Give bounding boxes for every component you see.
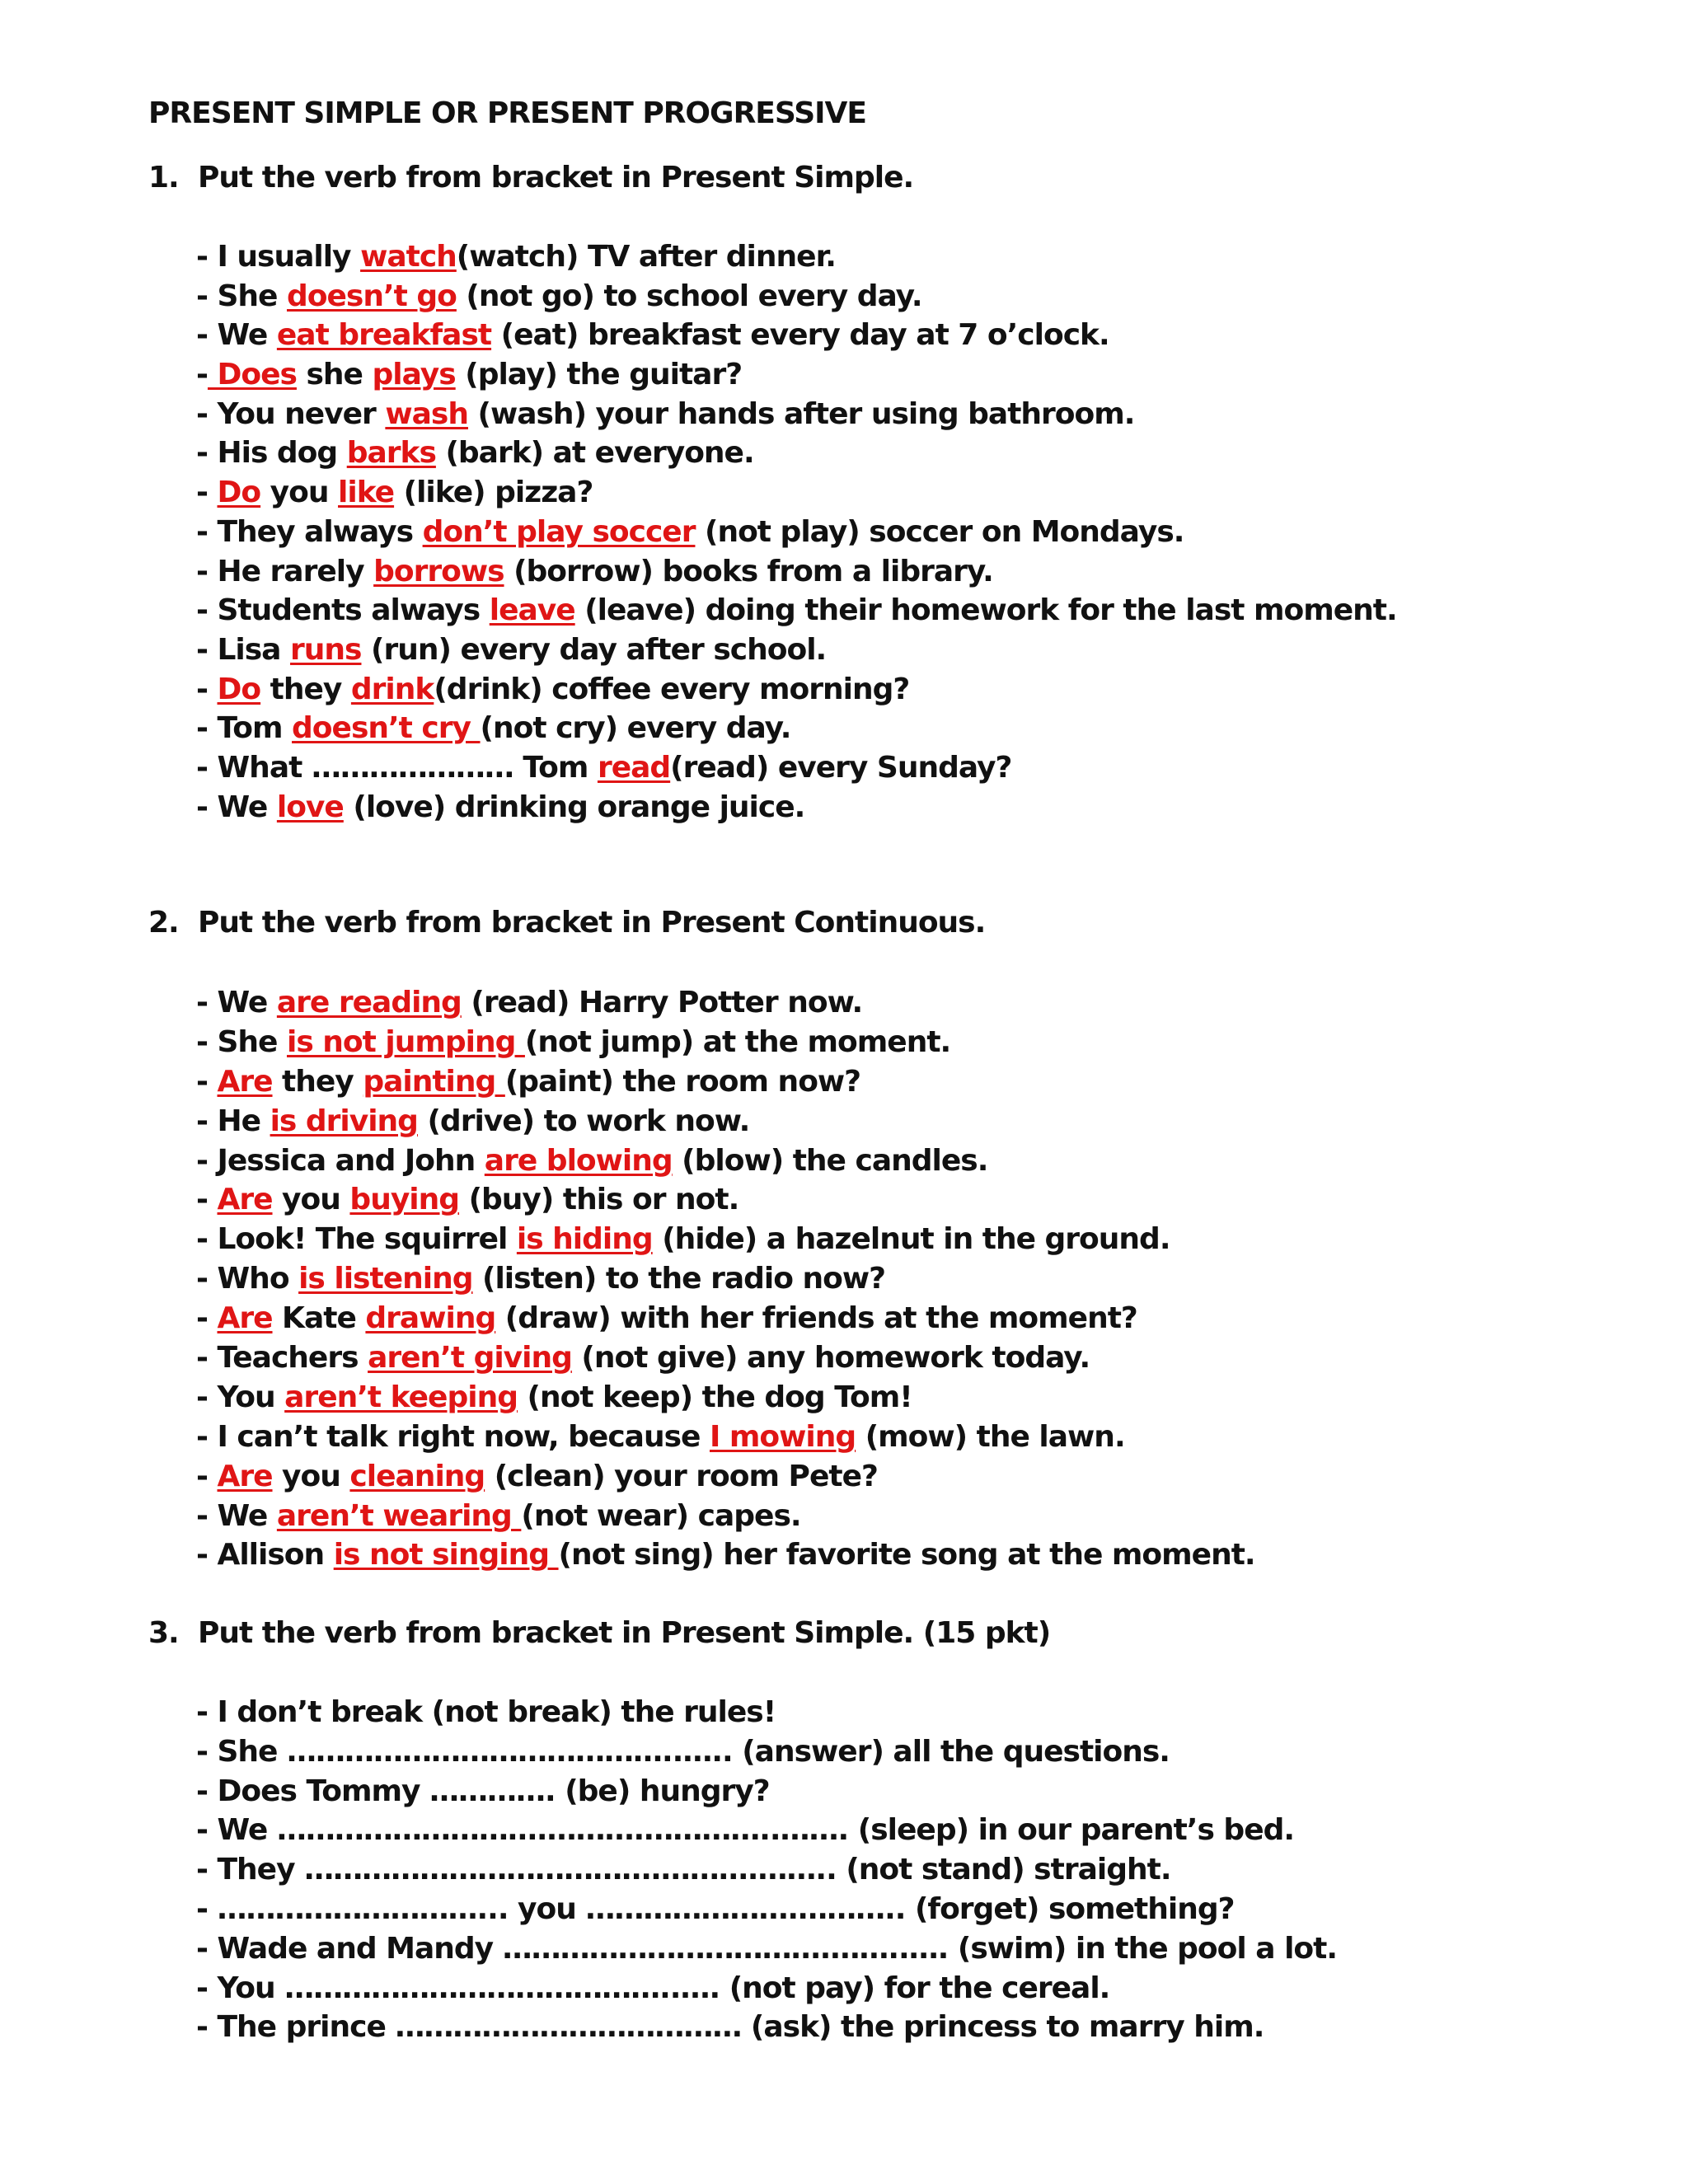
sentence-text: - She [196,279,287,313]
exercise-line [196,1180,1255,1220]
sentence-text: - Who [196,1262,299,1296]
answer-text: are blowing [484,1143,673,1178]
sentence-text: Kate [272,1301,366,1336]
sentence-text: - Tom [196,711,293,746]
exercise-line [196,395,1397,434]
sentence-text: - [196,1064,218,1099]
sentence-text: - [196,1183,218,1217]
sentence-text: - [196,1459,218,1493]
sentence-text: you [272,1183,350,1217]
sentence-text: - [196,672,218,706]
exercise-line [196,1141,1255,1181]
sentence-text: - Does Tommy …………. (be) hungry? [196,1774,770,1808]
exercise-line [196,1062,1255,1102]
exercise-line [196,434,1397,473]
section-number: 2. [148,906,179,940]
section-1-items [196,237,1397,827]
answer-text: Are [217,1301,273,1336]
answer-text: don’t play soccer [422,514,696,549]
sentence-text: (drive) to work now. [417,1104,750,1138]
exercise-line [196,1497,1255,1536]
answer-text: love [276,790,344,824]
sentence-text: (like) pizza? [394,476,593,510]
section-2-heading [148,906,985,940]
sentence-text: - I can’t talk right now, because [196,1419,710,1454]
sentence-text: - I don’t break (not break) the rules! [196,1695,776,1729]
sentence-text: (read) Harry Potter now. [461,986,863,1019]
exercise-line [196,1220,1255,1259]
answer-text: Are [217,1064,273,1099]
sentence-text: (not cry) every day. [480,711,791,746]
exercise-line [196,1969,1337,2008]
sentence-text: (not sing) her favorite song at the moment. [558,1538,1255,1572]
answer-text: is not singing [333,1538,559,1572]
section-3-items [196,1693,1337,2047]
sentence-text: (clean) your room Pete? [485,1459,878,1493]
exercise-line [196,237,1397,277]
sentence-text: (not jump) at the moment. [524,1024,951,1059]
exercise-line [196,748,1397,788]
sentence-text: they [272,1064,363,1099]
answer-text: painting [363,1064,505,1099]
sentence-text: (listen) to the radio now? [472,1262,886,1296]
sentence-text: - We ……………………….……….…………..……. (sleep) in our parent’s bed. [196,1813,1295,1848]
sentence-text: (not wear) capes. [521,1498,801,1533]
sentence-text: (not go) to school every day. [456,279,922,313]
exercise-line [196,1535,1255,1575]
exercise-line [196,1811,1337,1850]
document-title: PRESENT SIMPLE OR PRESENT PROGRESSIVE [148,96,866,130]
exercise-line [196,1023,1255,1062]
answer-text: aren’t giving [368,1341,572,1376]
answer-text: Do [217,476,261,510]
section-3-heading [148,1616,1050,1650]
sentence-text: - Wade and Mandy …………………………….……..…. (swim) in the pool a lot. [196,1931,1338,1966]
exercise-line [196,2008,1337,2047]
answer-text: borrows [373,554,504,588]
answer-text: doesn’t go [286,279,457,313]
sentence-text: (not play) soccer on Mondays. [695,514,1184,549]
sentence-text: (read) every Sunday? [670,750,1012,785]
exercise-line [196,1772,1337,1811]
sentence-text: (leave) doing their homework for the last moment. [574,593,1397,628]
sentence-text: (draw) with her friends at the moment? [495,1301,1137,1336]
exercise-line [196,1259,1255,1299]
sentence-text: - Students always [196,593,490,628]
sentence-text: - [196,358,208,392]
section-1-heading [148,161,913,194]
sentence-text: - He [196,1104,270,1138]
exercise-line [196,1102,1255,1141]
exercise-line [196,355,1397,395]
exercise-line [196,591,1397,630]
answer-text: is listening [298,1262,473,1296]
answer-text: read [597,750,671,785]
sentence-text: you [260,476,339,510]
exercise-line [196,1929,1337,1969]
answer-text: eat breakfast [276,318,492,353]
sentence-text: (borrow) books from a library. [504,554,993,588]
answer-text: like [338,476,395,510]
exercise-line [196,552,1397,592]
sentence-text: (play) the guitar? [455,358,743,392]
sentence-text: - She [196,1024,287,1059]
sentence-text: - The prince ……………………………… (ask) the princess to marry him. [196,2010,1264,2045]
section-number: 1. [148,161,179,194]
answer-text: is hiding [516,1222,653,1257]
exercise-line [196,983,1255,1023]
exercise-line [196,1457,1255,1497]
answer-text: I mowing [709,1419,856,1454]
sentence-text: (not give) any homework today. [571,1341,1090,1376]
sentence-text: - You never [196,396,386,431]
sentence-text: you [272,1459,350,1493]
exercise-line [196,1890,1337,1929]
sentence-text: - Look! The squirrel [196,1222,517,1257]
exercise-line [196,277,1397,316]
answer-text: drink [350,672,434,706]
section-2-items [196,983,1255,1575]
sentence-text: (drink) coffee every morning? [434,672,910,706]
sentence-text: (blow) the candles. [672,1143,988,1178]
sentence-text: - ………………………... you ………………….……….. (forget) something? [196,1891,1235,1926]
sentence-text: (hide) a hazelnut in the ground. [652,1222,1170,1257]
answer-text: buying [349,1183,460,1217]
sentence-text: - He rarely [196,554,374,588]
exercise-line [196,1378,1255,1418]
exercise-line [196,1299,1255,1338]
sentence-text: - What ………………… Tom [196,750,598,785]
sentence-text: - Teachers [196,1341,368,1376]
sentence-text: - We [196,790,277,824]
sentence-text: - Allison [196,1538,334,1572]
answer-text: plays [372,358,456,392]
answer-text: leave [489,593,575,628]
section-title: Put the verb from bracket in Present Continuous. [198,906,986,940]
answer-text: Do [217,672,261,706]
sentence-text: she [296,358,373,392]
sentence-text: - You [196,1380,285,1414]
exercise-line [196,1418,1255,1457]
sentence-text: (eat) breakfast every day at 7 o’clock. [491,318,1109,353]
sentence-text: (bark) at everyone. [435,436,754,471]
exercise-line [196,1732,1337,1772]
exercise-line [196,473,1397,513]
answer-text: watch [360,240,457,274]
answer-text: barks [346,436,436,471]
answer-text: aren’t wearing [276,1498,522,1533]
answer-text: cleaning [349,1459,485,1493]
answer-text: doesn’t cry [292,711,481,746]
sentence-text: - She …………………………………..….. (answer) all the questions. [196,1734,1170,1769]
exercise-line [196,709,1397,748]
answer-text: wash [385,396,468,431]
sentence-text: (mow) the lawn. [856,1419,1125,1454]
sentence-text: - [196,476,218,510]
section-number: 3. [148,1616,179,1650]
sentence-text: - You …………………………………..…. (not pay) for the cereal. [196,1971,1110,2005]
answer-text: is not jumping [286,1024,525,1059]
sentence-text: (not keep) the dog Tom! [517,1380,912,1414]
sentence-text: (wash) your hands after using bathroom. [467,396,1135,431]
exercise-line [196,670,1397,710]
section-title: Put the verb from bracket in Present Simple. (15 pkt) [198,1616,1051,1650]
exercise-line [196,513,1397,552]
sentence-text: - They always [196,514,423,549]
exercise-line [196,1338,1255,1378]
sentence-text: (watch) TV after dinner. [456,240,836,274]
exercise-line [196,316,1397,355]
sentence-text: - His dog [196,436,347,471]
exercise-line [196,630,1397,670]
answer-text: Are [217,1183,273,1217]
sentence-text: - Lisa [196,632,291,667]
sentence-text: - We [196,986,277,1019]
answer-text: drawing [365,1301,496,1336]
sentence-text: - We [196,318,277,353]
answer-text: are reading [276,986,462,1019]
sentence-text: (run) every day after school. [361,632,827,667]
sentence-text: - They ……………………………….……….…….. (not stand) straight. [196,1853,1171,1887]
answer-text: Are [217,1459,273,1493]
sentence-text: - We [196,1498,277,1533]
sentence-text: - I usually [196,240,361,274]
exercise-line [196,788,1397,827]
answer-text: runs [290,632,362,667]
answer-text: aren’t keeping [284,1380,518,1414]
sentence-text: (buy) this or not. [459,1183,739,1217]
sentence-text: - [196,1301,218,1336]
sentence-text: they [260,672,351,706]
exercise-line [196,1693,1337,1732]
answer-text: is driving [270,1104,418,1138]
section-title: Put the verb from bracket in Present Simple. [198,161,914,194]
exercise-line [196,1850,1337,1890]
answer-text: Does [207,358,297,392]
sentence-text: - Jessica and John [196,1143,485,1178]
sentence-text: (paint) the room now? [504,1064,861,1099]
sentence-text: (love) drinking orange juice. [343,790,805,824]
